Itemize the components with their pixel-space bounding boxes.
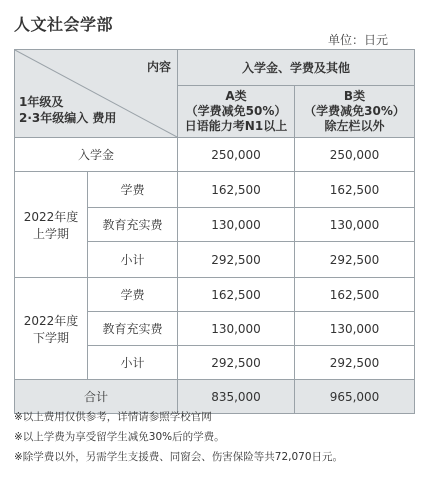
col-b-line3: 除左栏以外: [324, 119, 385, 133]
value-b: 292,500: [295, 242, 415, 278]
row-label: 教育充实费: [88, 208, 178, 242]
table-row: [15, 278, 415, 312]
total-b-value: 965,000: [295, 380, 415, 414]
page-title: 人文社会学部: [14, 15, 114, 34]
admission-a-value: 250,000: [178, 138, 295, 172]
value-a: 292,500: [178, 242, 295, 278]
semester-2-year: 2022年度: [23, 313, 79, 328]
admission-label: 入学金: [15, 138, 178, 172]
value-b: 130,000: [295, 208, 415, 242]
row-label: 教育充实费: [88, 312, 178, 346]
table-row: [15, 172, 415, 208]
semester-1-term: 上学期: [32, 226, 69, 241]
value-a: 162,500: [178, 172, 295, 208]
value-b: 162,500: [295, 172, 415, 208]
col-a-line3: 日语能力考N1以上: [184, 119, 288, 133]
value-b: 130,000: [295, 312, 415, 346]
value-a: 130,000: [178, 208, 295, 242]
table-corner-cell: [15, 50, 178, 138]
col-b-line1: B类: [343, 89, 366, 103]
fee-table: [14, 49, 415, 414]
corner-target-line2: 2·3年级编入 费用: [19, 111, 117, 125]
semester-2-label: [15, 278, 88, 380]
col-b-line2: （学费减免30%）: [304, 104, 405, 118]
column-a-header: [178, 86, 295, 138]
admission-b-value: 250,000: [295, 138, 415, 172]
col-a-line1: A类: [225, 89, 247, 103]
semester-1-year: 2022年度: [23, 209, 79, 224]
footnote: ※以上费用仅供参考，详情请参照学校官网: [14, 411, 212, 423]
unit-label: 单位：日元: [327, 33, 388, 47]
corner-content-label: 内容: [146, 60, 171, 74]
table-header-row: [15, 50, 415, 86]
semester-2-term: 下学期: [32, 330, 69, 345]
column-b-header: [295, 86, 415, 138]
row-label: 小计: [88, 346, 178, 380]
value-a: 292,500: [178, 346, 295, 380]
footnotes: [14, 407, 343, 467]
row-label: 小计: [88, 242, 178, 278]
total-label: 合计: [15, 380, 178, 414]
admission-row: [15, 138, 415, 172]
footnote: ※除学费以外，另需学生支援费、同窗会、伤害保险等共72,070日元。: [14, 451, 344, 463]
col-a-line2: （学费减免50%）: [185, 104, 287, 118]
footnote: ※以上学费为享受留学生减免30%后的学费。: [14, 431, 225, 443]
value-a: 130,000: [178, 312, 295, 346]
value-a: 162,500: [178, 278, 295, 312]
semester-1-label: [15, 172, 88, 278]
group-header: 入学金、学费及其他: [178, 50, 415, 86]
row-label: 学费: [88, 172, 178, 208]
corner-target-label: [19, 94, 116, 126]
total-a-value: 835,000: [178, 380, 295, 414]
value-b: 292,500: [295, 346, 415, 380]
row-label: 学费: [88, 278, 178, 312]
value-b: 162,500: [295, 278, 415, 312]
corner-target-line1: 1年级及: [19, 95, 64, 109]
